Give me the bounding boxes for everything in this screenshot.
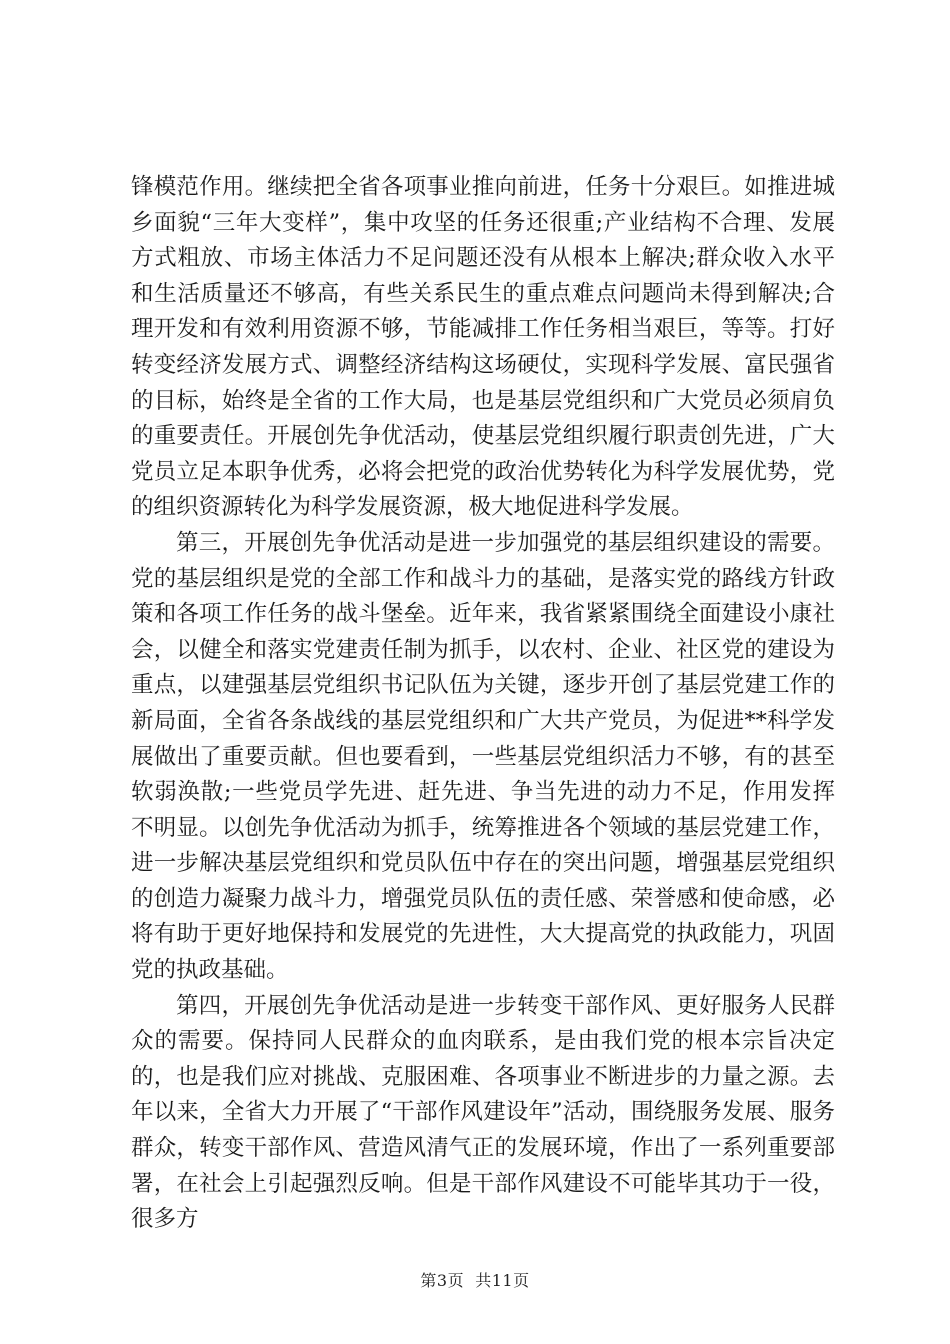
footer-suffix: 页	[513, 1271, 530, 1290]
footer-mid: 页 共	[447, 1271, 492, 1290]
document-body	[131, 170, 835, 1238]
total-page-count: 11	[491, 1271, 514, 1290]
footer-prefix: 第	[420, 1271, 437, 1290]
page-footer	[0, 1268, 950, 1291]
current-page-number: 3	[436, 1271, 448, 1290]
paragraph-1: 锋模范作用。继续把全省各项事业推向前进，任务十分艰巨。如推进城乡面貌“三年大变样”，集中攻坚的任务还很重;产业结构不合理、发展方式粗放、市场主体活力不足问题还没有从根本上解决;群众收入水平和生活质量还不够高，有些关系民生的重点难点问题尚未得到解决;合理开发和有效利用资源不够，节能减排工作任务相当艰巨，等等。打好转变经济发展方式、调整经济结构这场硬仗，实现科学发展、富民强省的目标，始终是全省的工作大局，也是基层党组织和广大党员必须肩负的重要责任。开展创先争优活动，使基层党组织履行职责创先进，广大党员立足本职争优秀，必将会把党的政治优势转化为科学发展优势，党的组织资源转化为科学发展资源，极大地促进科学发展。	[131, 174, 835, 521]
paragraph-3: 第四，开展创先争优活动是进一步转变干部作风、更好服务人民群众的需要。保持同人民群众的血肉联系，是由我们党的根本宗旨决定的，也是我们应对挑战、克服困难、各项事业不断进步的力量之源。去年以来，全省大力开展了“干部作风建设年”活动，围绕服务发展、服务群众，转变干部作风、营造风清气正的发展环境，作出了一系列重要部署，在社会上引起强烈反响。但是干部作风建设不可能毕其功于一役，很多方	[131, 992, 835, 1233]
paragraph-2: 第三，开展创先争优活动是进一步加强党的基层组织建设的需要。党的基层组织是党的全部工作和战斗力的基础，是落实党的路线方针政策和各项工作任务的战斗堡垒。近年来，我省紧紧围绕全面建设小康社会，以健全和落实党建责任制为抓手，以农村、企业、社区党的建设为重点，以建强基层党组织书记队伍为关键，逐步开创了基层党建工作的新局面，全省各条战线的基层党组织和广大共产党员，为促进**科学发展做出了重要贡献。但也要看到，一些基层党组织活力不够，有的甚至软弱涣散;一些党员学先进、赶先进、争当先进的动力不足，作用发挥不明显。以创先争优活动为抓手，统筹推进各个领域的基层党建工作，进一步解决基层党组织和党员队伍中存在的突出问题，增强基层党组织的创造力凝聚力战斗力，增强党员队伍的责任感、荣誉感和使命感，必将有助于更好地保持和发展党的先进性，大大提高党的执政能力，巩固党的执政基础。	[131, 529, 835, 984]
